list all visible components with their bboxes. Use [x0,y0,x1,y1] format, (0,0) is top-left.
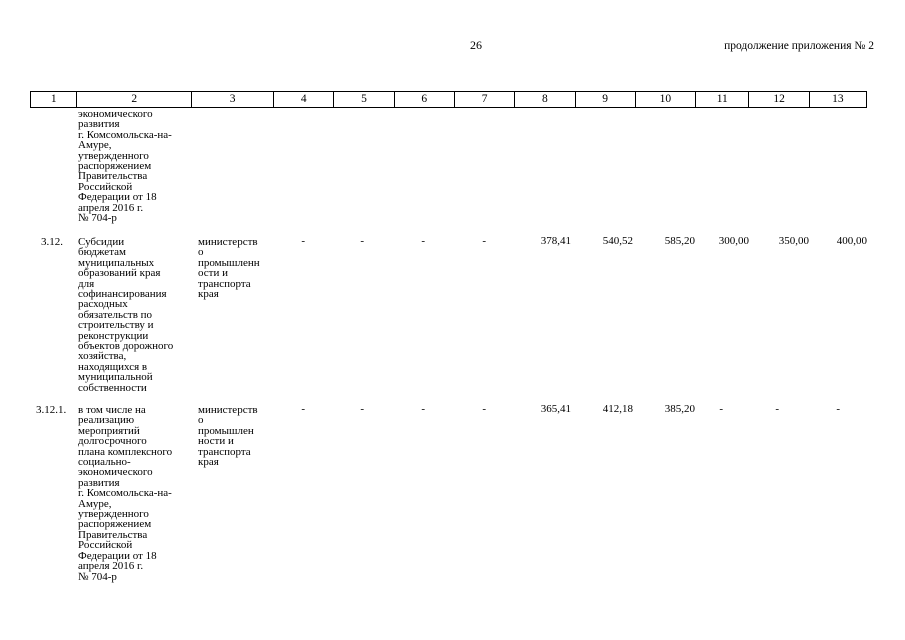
header-col-12: 12 [749,92,809,107]
value-col-13: - [836,403,840,415]
row-number: 3.12.1. [36,404,67,416]
value-col-12: - [775,403,779,415]
value-col-5: - [360,403,364,415]
value-col-9: 540,52 [602,235,633,247]
appendix-label: продолжение приложения № 2 [724,40,874,52]
value-col-5: - [360,235,364,247]
row-name: Субсидии бюджетам муниципальных образований края для софинансирования расходных обязательств по строительству и реконструкции объектов дорожного хозяйства, находящихся в муниципальной собственности [78,236,174,394]
header-col-13: 13 [810,92,867,107]
value-col-7: - [482,235,486,247]
row-executor: министерств о промышленн ости и транспорта края [198,236,260,301]
value-col-8: 365,41 [540,403,571,415]
continued-name-cell: экономического развития г. Комсомольска-на- Амуре, утвержденного распоряжением Правительства Российской Федерации от 18 апреля 2016 г. № 704-р [78,108,172,225]
header-col-6: 6 [395,92,455,107]
value-col-9: 412,18 [602,403,633,415]
value-col-8: 378,41 [540,235,571,247]
header-col-1: 1 [31,92,77,107]
header-col-5: 5 [334,92,394,107]
value-col-6: - [421,235,425,247]
table-header [30,91,867,108]
value-col-10: 385,20 [664,403,695,415]
value-col-11: 300,00 [718,235,749,247]
header-col-7: 7 [455,92,515,107]
header-col-11: 11 [696,92,749,107]
header-col-9: 9 [576,92,636,107]
value-col-10: 585,20 [664,235,695,247]
value-col-4: - [301,403,305,415]
header-col-8: 8 [515,92,575,107]
header-col-2: 2 [77,92,192,107]
row-executor: министерств о промышлен ности и транспорта края [198,404,258,469]
value-col-6: - [421,403,425,415]
page-number: 26 [470,38,482,52]
value-col-11: - [719,403,723,415]
header-col-4: 4 [274,92,334,107]
row-name: в том числе на реализацию мероприятий долгосрочного плана комплексного социально- экономического развития г. Комсомольска-на- Амуре, утвержденного распоряжением Правительства Российской Федерации от 18 апреля 2016 г. № 704-р [78,404,173,583]
value-col-12: 350,00 [778,235,809,247]
header-col-3: 3 [192,92,274,107]
value-col-13: 400,00 [836,235,867,247]
value-col-7: - [482,403,486,415]
value-col-4: - [301,235,305,247]
row-number: 3.12. [41,236,63,248]
header-col-10: 10 [636,92,696,107]
